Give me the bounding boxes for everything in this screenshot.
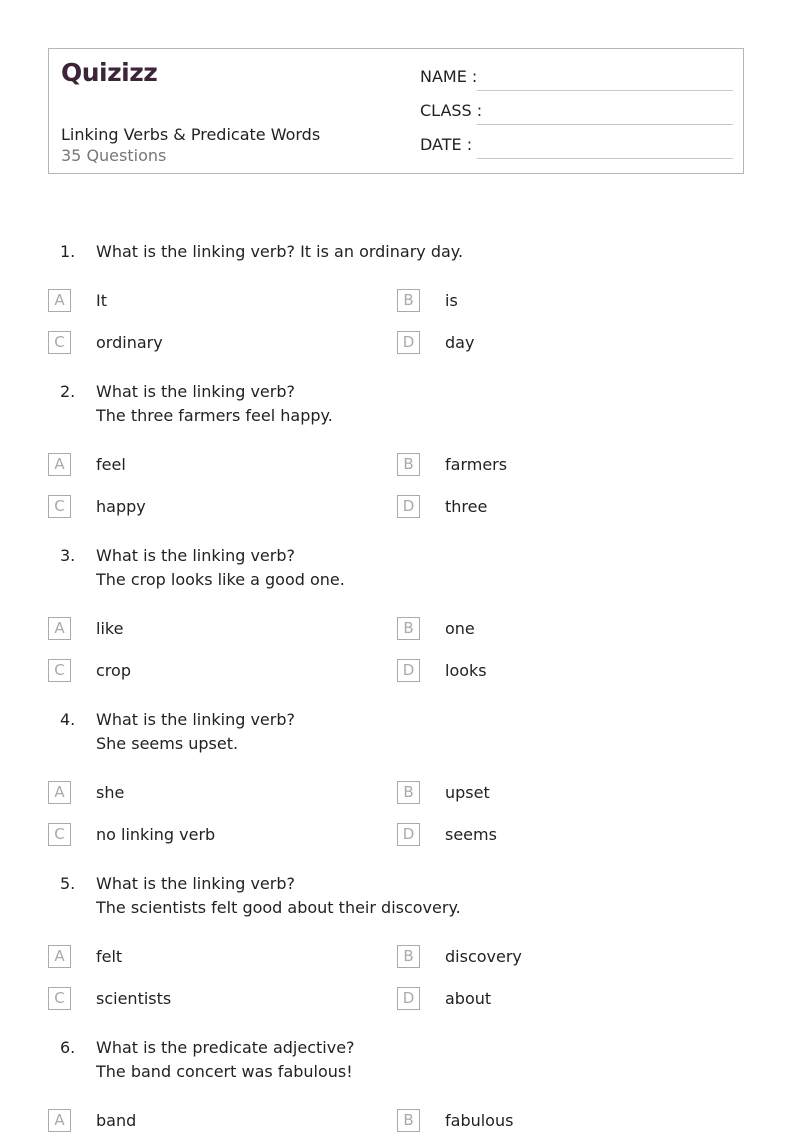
option-letter-box[interactable]: B [397,617,420,640]
option-text: looks [445,661,487,680]
date-line[interactable] [477,158,733,159]
option-letter-box[interactable]: B [397,453,420,476]
option-text: seems [445,825,497,844]
option-text: no linking verb [96,825,216,844]
question-line: What is the predicate adjective? [96,1038,355,1057]
class-line[interactable] [477,124,733,125]
question-number: 6. [60,1038,76,1057]
question-text [96,708,716,756]
question-number: 1. [60,242,76,261]
option-text: three [445,497,488,516]
option-letter-box[interactable]: D [397,659,420,682]
option-letter-box[interactable]: A [48,617,71,640]
question-text [96,872,716,920]
option-letter-box[interactable]: A [48,945,71,968]
option-letter-box[interactable]: A [48,781,71,804]
question-number: 5. [60,874,76,893]
option-text: about [445,989,492,1008]
option-text: band [96,1111,137,1130]
question-number: 4. [60,710,76,729]
option-letter-box[interactable]: B [397,1109,420,1132]
name-field[interactable] [420,67,733,91]
date-field[interactable] [420,135,733,159]
question-line: The band concert was fabulous! [96,1062,353,1081]
question-line: What is the linking verb? It is an ordinary day. [96,242,464,261]
option-text: feel [96,455,126,474]
option-text: crop [96,661,131,680]
question-text [96,1036,716,1084]
question-number: 3. [60,546,76,565]
date-label: DATE : [420,135,473,154]
option-text: upset [445,783,490,802]
question-line: The three farmers feel happy. [96,406,333,425]
class-field[interactable] [420,101,733,125]
name-label: NAME : [420,67,478,86]
option-letter-box[interactable]: C [48,331,71,354]
option-text: It [96,291,107,310]
question-line: What is the linking verb? [96,382,295,401]
option-text: day [445,333,475,352]
option-text: like [96,619,124,638]
option-text: discovery [445,947,522,966]
option-letter-box[interactable]: D [397,987,420,1010]
question-line: The crop looks like a good one. [96,570,345,589]
option-letter-box[interactable]: C [48,495,71,518]
option-letter-box[interactable]: C [48,987,71,1010]
option-letter-box[interactable]: A [48,453,71,476]
option-letter-box[interactable]: D [397,331,420,354]
option-text: felt [96,947,123,966]
option-letter-box[interactable]: C [48,659,71,682]
class-label: CLASS : [420,101,483,120]
worksheet-title: Linking Verbs & Predicate Words [61,125,321,144]
question-line: What is the linking verb? [96,710,295,729]
option-text: ordinary [96,333,163,352]
option-text: she [96,783,125,802]
question-line: What is the linking verb? [96,874,295,893]
option-letter-box[interactable]: B [397,945,420,968]
option-letter-box[interactable]: A [48,1109,71,1132]
question-count: 35 Questions [61,146,167,165]
option-letter-box[interactable]: B [397,781,420,804]
question-text [96,240,716,264]
option-text: happy [96,497,146,516]
worksheet-header [48,48,744,174]
option-letter-box[interactable]: B [397,289,420,312]
question-line: She seems upset. [96,734,239,753]
option-text: is [445,291,458,310]
option-text: farmers [445,455,508,474]
question-number: 2. [60,382,76,401]
quizizz-logo: Quizizz [61,58,158,87]
option-text: scientists [96,989,172,1008]
name-line[interactable] [477,90,733,91]
option-letter-box[interactable]: C [48,823,71,846]
option-text: fabulous [445,1111,514,1130]
option-text: one [445,619,475,638]
question-line: What is the linking verb? [96,546,295,565]
option-letter-box[interactable]: D [397,495,420,518]
option-letter-box[interactable]: D [397,823,420,846]
question-text [96,544,716,592]
option-letter-box[interactable]: A [48,289,71,312]
question-text [96,380,716,428]
question-line: The scientists felt good about their discovery. [96,898,461,917]
